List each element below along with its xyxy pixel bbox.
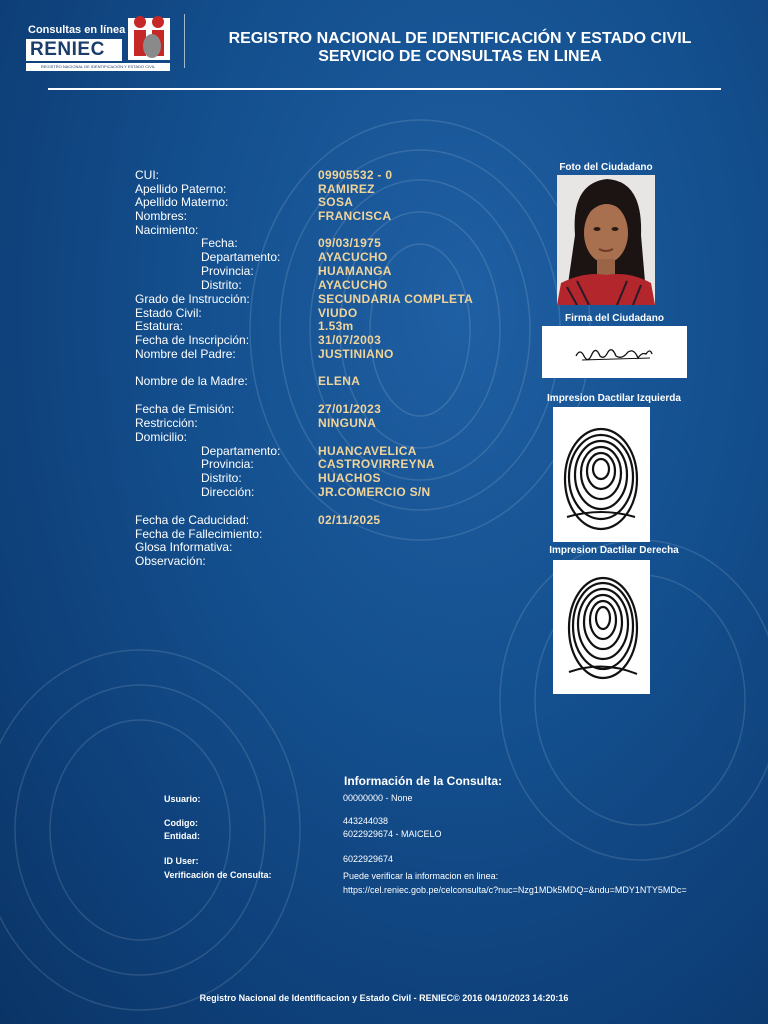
logo-tagline: Consultas en línea (28, 24, 126, 36)
right-fingerprint-title: Impresion Dactilar Derecha (549, 545, 679, 556)
usuario-label: Usuario: (164, 794, 201, 804)
codigo-value: 443244038 (343, 816, 389, 826)
citizen-signature (542, 326, 687, 378)
title-line-2: SERVICIO DE CONSULTAS EN LINEA (318, 48, 602, 65)
logo-wordmark: RENIEC (26, 39, 122, 61)
photo-title: Foto del Ciudadano (559, 162, 653, 173)
usuario-value: 00000000 - None (343, 793, 413, 803)
verificacion-label: Verificación de Consulta: (164, 870, 272, 880)
right-fingerprint (553, 560, 650, 694)
fingerprint-icon (553, 560, 650, 694)
title-line-1: REGISTRO NACIONAL DE IDENTIFICACIÓN Y ESTADO CIVIL (228, 30, 692, 47)
header-divider (184, 14, 185, 68)
consulta-title: Información de la Consulta: (344, 774, 503, 788)
signature-title: Firma del Ciudadano (565, 313, 664, 324)
footer: Registro Nacional de Identificacion y Estado Civil - RENIEC© 2016 04/10/2023 14:20:16 (199, 993, 569, 1003)
reniec-logo (24, 12, 172, 70)
fingerprint-icon (553, 407, 650, 542)
logo-subtitle: REGISTRO NACIONAL DE IDENTIFICACIÓN Y ESTADO CIVIL (26, 63, 170, 71)
id-user-value: 6022929674 (343, 854, 394, 864)
header (0, 0, 768, 95)
verificacion-text: Puede verificar la informacion en linea: (343, 871, 499, 881)
codigo-label: Codigo: (164, 818, 198, 828)
entidad-value: 6022929674 - MAICELO (343, 829, 442, 839)
family-icon (126, 12, 172, 62)
page-title (200, 30, 720, 66)
entidad-label: Entidad: (164, 831, 200, 841)
left-fingerprint (553, 407, 650, 542)
citizen-photo (557, 175, 655, 305)
signature-image (542, 326, 687, 378)
left-fingerprint-title: Impresion Dactilar Izquierda (547, 393, 681, 404)
verificacion-link[interactable]: https://cel.reniec.gob.pe/celconsulta/c?nuc=Nzg1MDk5MDQ=&ndu=MDY1NTY5MDc= (343, 885, 687, 895)
header-rule (48, 88, 721, 90)
id-user-label: ID User: (164, 856, 199, 866)
portrait-image (557, 175, 655, 305)
